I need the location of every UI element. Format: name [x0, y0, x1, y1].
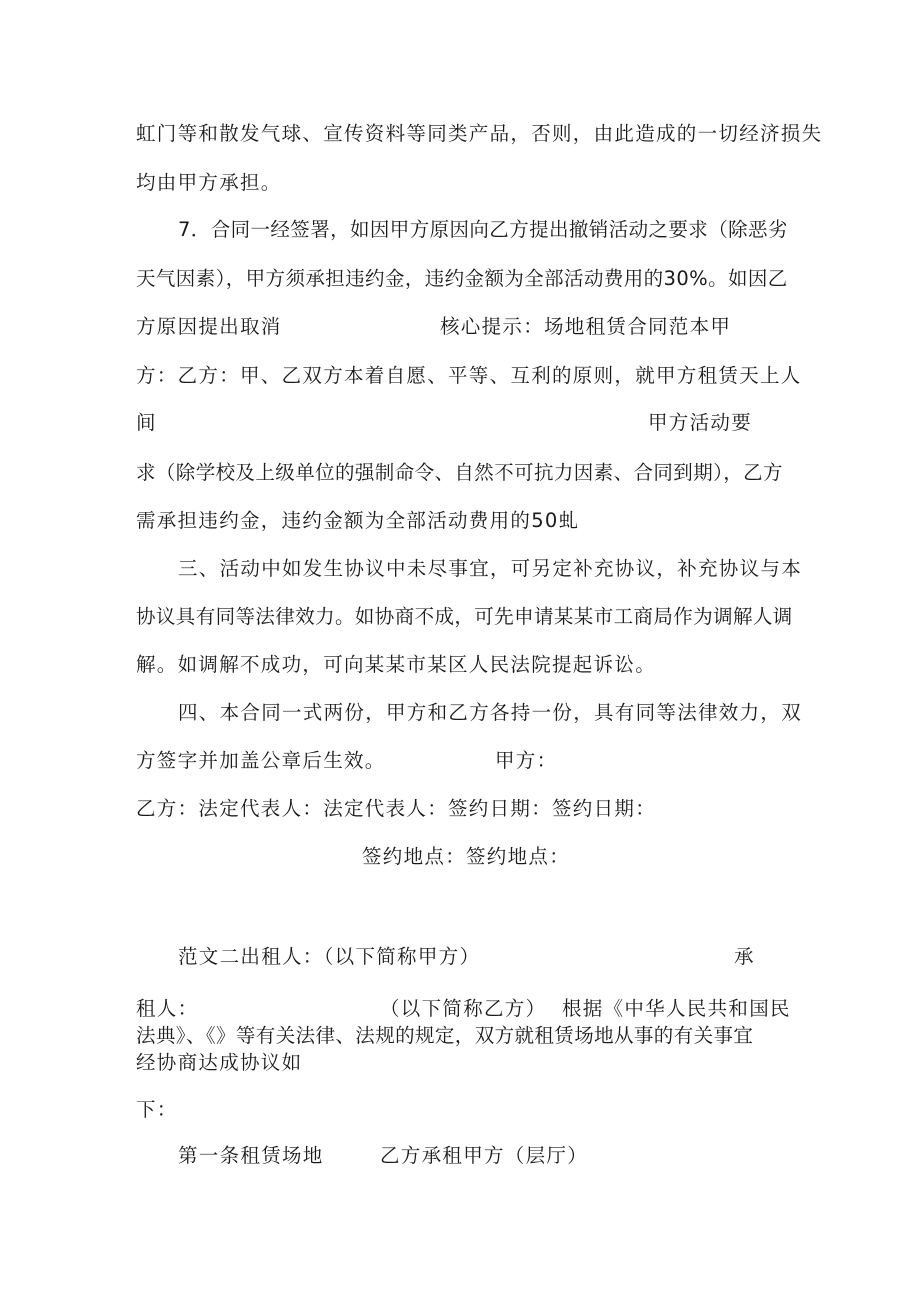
text-line: 间 [136, 411, 157, 434]
text-line: 乙方：法定代表人：法定代表人：签约日期：签约日期： [136, 797, 657, 820]
text-line: 租人： [136, 997, 199, 1020]
text-line: 均由甲方承担。 [136, 171, 282, 194]
text-line: 解。如调解不成功，可向某某市某区人民法院提起诉讼。 [136, 653, 657, 676]
text-line: 根据《中华人民共和国民 [562, 997, 791, 1020]
text-line: 四、本合同一式两份，甲方和乙方各持一份，具有同等法律效力，双 [178, 701, 803, 724]
text-line: 三、活动中如发生协议中未尽事宜，可另定补充协议，补充协议与本 [178, 557, 803, 580]
text-line: 甲方活动要 [648, 411, 753, 434]
text-line: 方原因提出取消 [136, 315, 282, 338]
text-line: 天气因素），甲方须承担违约金，违约金额为全部活动费用的30%。如因乙 [136, 267, 788, 290]
text-line: 核心提示：场地租赁合同范本甲 [440, 315, 732, 338]
text-line: 甲方： [495, 749, 558, 772]
text-line: 虹门等和散发气球、宣传资料等同类产品，否则，由此造成的一切经济损失 [136, 122, 823, 145]
text-line: 7．合同一经签署，如因甲方原因向乙方提出撤销活动之要求（除恶劣 [178, 218, 788, 241]
text-line: 求（除学校及上级单位的强制命令、自然不可抗力因素、合同到期），乙方 [136, 461, 783, 484]
text-line: 需承担违约金，违约金额为全部活动费用的50虬 [136, 509, 580, 532]
text-line: 乙方承租甲方（层厅） [380, 1144, 589, 1167]
text-line: 第一条租赁场地 [178, 1144, 324, 1167]
text-line: 范文二出租人：（以下简称甲方） [178, 945, 481, 968]
text-line: 方签字并加盖公章后生效。 [136, 749, 386, 772]
text-line: 签约地点：签约地点： [362, 845, 571, 868]
text-line: 下： [136, 1098, 178, 1121]
text-line: 方：乙方：甲、乙双方本着自愿、平等、互利的原则，就甲方租赁天上人 [136, 364, 802, 387]
text-line: 法典》、《》等有关法律、法规的规定，双方就租赁场地从事的有关事宜 [136, 1024, 754, 1047]
text-line: 承 [734, 945, 755, 968]
text-line: （以下简称乙方） [380, 997, 547, 1020]
text-line: 协议具有同等法律效力。如协商不成，可先申请某某市工商局作为调解人调 [136, 605, 793, 628]
text-line: 经协商达成协议如 [136, 1051, 303, 1074]
